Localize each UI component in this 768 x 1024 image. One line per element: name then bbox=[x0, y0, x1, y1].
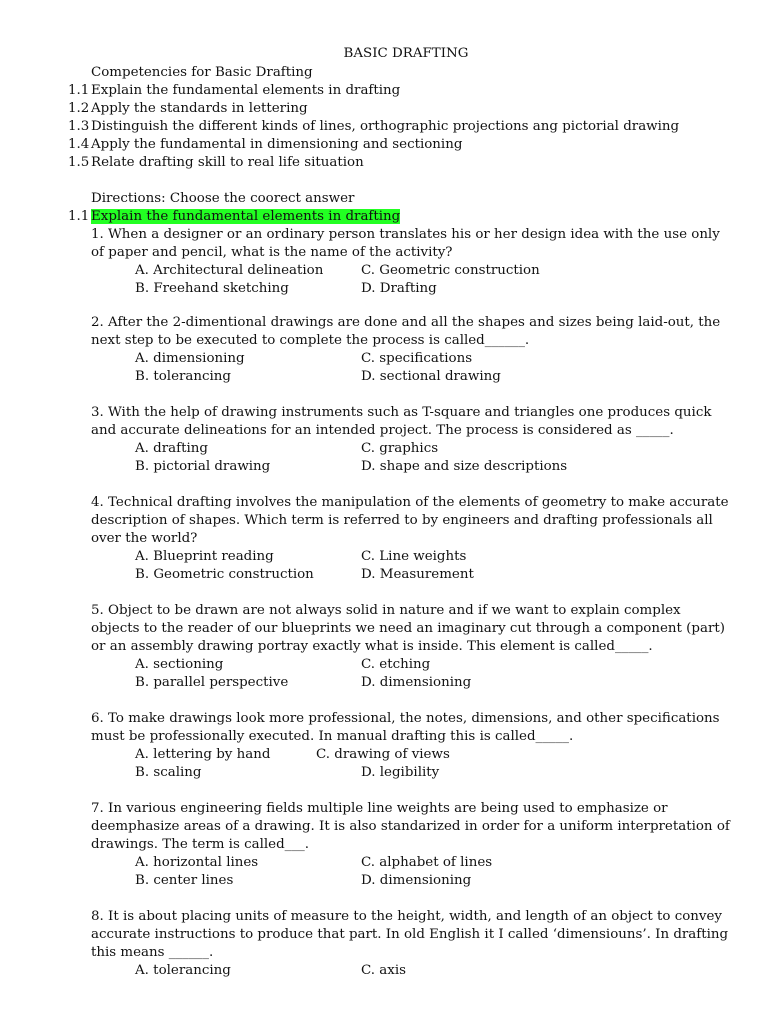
competency-number: 1.4 bbox=[68, 137, 90, 152]
question-5-option-a: A. sectioning bbox=[135, 657, 224, 672]
question-3-option-c: C. graphics bbox=[361, 441, 439, 456]
question-8-option-a: A. tolerancing bbox=[135, 963, 231, 978]
question-4-option-a: A. Blueprint reading bbox=[135, 549, 274, 564]
question-6-option-b: B. scaling bbox=[135, 765, 202, 780]
competency-number: 1.5 bbox=[68, 155, 90, 170]
question-5-option-d: D. dimensioning bbox=[361, 675, 472, 690]
competency-text: Distinguish the different kinds of lines, orthographic projections ang pictorial drawing bbox=[91, 119, 680, 134]
question-4-option-d: D. Measurement bbox=[361, 567, 474, 582]
question-1-option-b: B. Freehand sketching bbox=[135, 281, 289, 296]
competency-text: Explain the fundamental elements in drafting bbox=[91, 83, 401, 98]
question-6-text: 6. To make drawings look more professional, the notes, dimensions, and other specifications must be professionally executed. In manual drafting this is called_____. bbox=[91, 711, 720, 744]
section-heading bbox=[68, 208, 400, 226]
question-1-option-d: D. Drafting bbox=[361, 281, 437, 296]
question-6-option-d: D. legibility bbox=[361, 765, 440, 780]
question-5-text: 5. Object to be drawn are not always solid in nature and if we want to explain complex objects to the reader of our blueprints we need an imaginary cut through a component (part) or an assembly drawing portray exactly what is inside. This element is called_____. bbox=[91, 603, 725, 654]
question-3-text: 3. With the help of drawing instruments such as T-square and triangles one produces quick and accurate delineations for an intended project. The process is considered as _____. bbox=[91, 405, 712, 438]
competency-number: 1.1 bbox=[68, 83, 90, 98]
question-2-option-a: A. dimensioning bbox=[135, 351, 245, 366]
question-2-option-d: D. sectional drawing bbox=[361, 369, 501, 384]
question-3-option-d: D. shape and size descriptions bbox=[361, 459, 568, 474]
question-4-text: 4. Technical drafting involves the manipulation of the elements of geometry to make accurate description of shapes. Which term is referred to by engineers and drafting professionals all over the world? bbox=[91, 495, 729, 546]
question-8-text: 8. It is about placing units of measure to the height, width, and length of an object to convey accurate instructions to produce that part. In old English it I called ‘dimensiouns’. In drafting this means ______. bbox=[91, 909, 729, 960]
competency-item bbox=[68, 82, 400, 100]
competency-item bbox=[68, 154, 364, 172]
competency-item bbox=[68, 136, 462, 154]
question-1-option-c: C. Geometric construction bbox=[361, 263, 540, 278]
competency-item bbox=[68, 100, 308, 118]
question-3-option-b: B. pictorial drawing bbox=[135, 459, 271, 474]
section-highlighted-text: Explain the fundamental elements in drafting bbox=[91, 209, 401, 224]
question-1-option-a: A. Architectural delineation bbox=[135, 263, 324, 278]
competencies-heading: Competencies for Basic Drafting bbox=[91, 65, 313, 80]
question-8-option-c: C. axis bbox=[361, 963, 406, 978]
question-5-option-b: B. parallel perspective bbox=[135, 675, 289, 690]
question-1-text: 1. When a designer or an ordinary person translates his or her design idea with the use only of paper and pencil, what is the name of the activity? bbox=[91, 227, 720, 260]
question-7-text: 7. In various engineering fields multiple line weights are being used to emphasize or deemphasize areas of a drawing. It is also standarized in order for a uniform interpretation of drawings. The term is called___. bbox=[91, 801, 730, 852]
competency-number: 1.2 bbox=[68, 101, 90, 116]
question-2-option-b: B. tolerancing bbox=[135, 369, 231, 384]
question-4-option-b: B. Geometric construction bbox=[135, 567, 314, 582]
question-6-option-a: A. lettering by hand bbox=[135, 747, 271, 762]
document-title: BASIC DRAFTING bbox=[343, 46, 469, 61]
directions-text: Directions: Choose the coorect answer bbox=[91, 191, 355, 206]
competency-item bbox=[68, 118, 679, 136]
competency-text: Apply the standards in lettering bbox=[91, 101, 308, 116]
question-7-option-c: C. alphabet of lines bbox=[361, 855, 493, 870]
competency-text: Relate drafting skill to real life situation bbox=[91, 155, 364, 170]
question-7-option-b: B. center lines bbox=[135, 873, 234, 888]
competency-text: Apply the fundamental in dimensioning and sectioning bbox=[91, 137, 463, 152]
question-3-option-a: A. drafting bbox=[135, 441, 208, 456]
question-2-text: 2. After the 2-dimentional drawings are done and all the shapes and sizes being laid-out, the next step to be executed to complete the process is called______. bbox=[91, 315, 721, 348]
section-number: 1.1 bbox=[68, 209, 90, 224]
question-7-option-d: D. dimensioning bbox=[361, 873, 472, 888]
competency-number: 1.3 bbox=[68, 119, 90, 134]
question-2-option-c: C. specifications bbox=[361, 351, 473, 366]
question-5-option-c: C. etching bbox=[361, 657, 431, 672]
question-4-option-c: C. Line weights bbox=[361, 549, 467, 564]
question-7-option-a: A. horizontal lines bbox=[135, 855, 259, 870]
question-6-option-c: C. drawing of views bbox=[316, 747, 450, 762]
